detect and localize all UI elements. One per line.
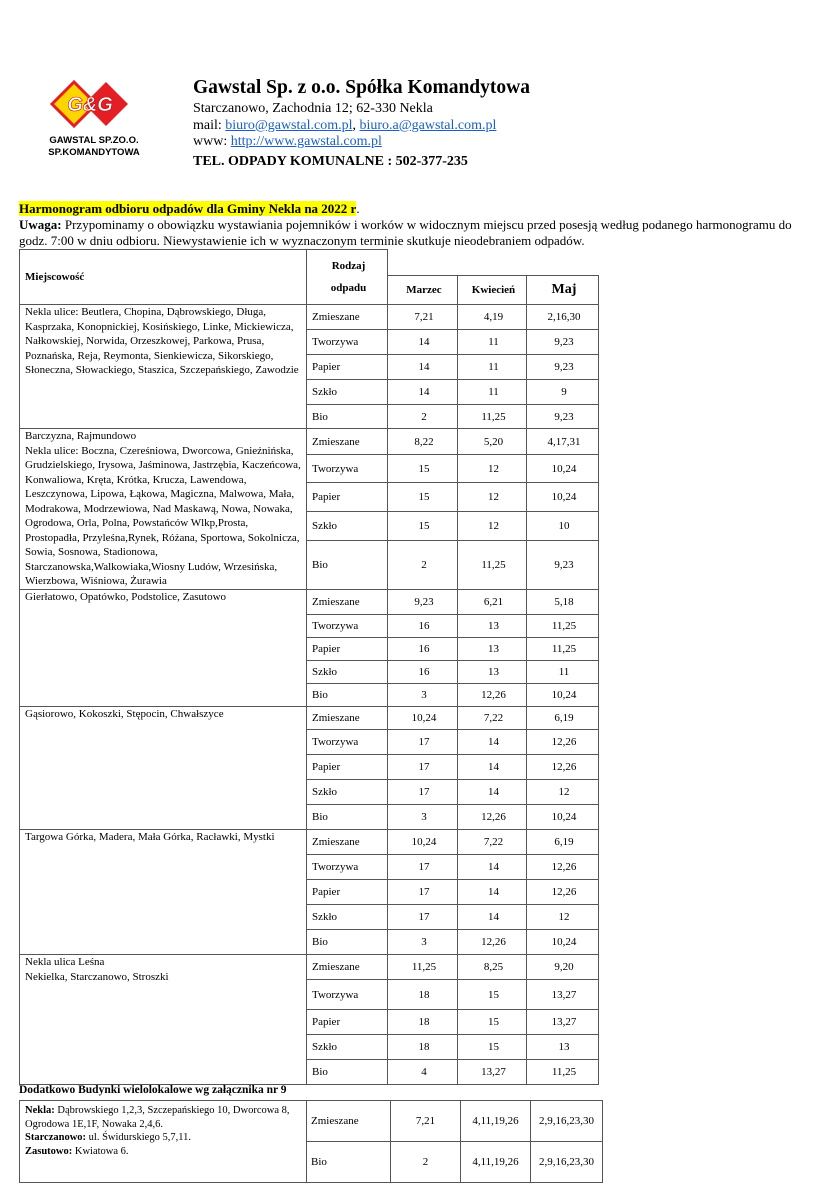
waste-type-cell: Tworzywa xyxy=(307,730,388,755)
waste-type-cell: Bio xyxy=(307,684,388,707)
pickup-days-april: 14 xyxy=(458,855,527,880)
schedule-row xyxy=(20,955,599,980)
extra-value-march: 2 xyxy=(391,1142,461,1183)
waste-type-cell: Szkło xyxy=(307,512,388,541)
pickup-days-april: 15 xyxy=(458,980,527,1010)
extra-buildings-title: Dodatkowo Budynki wielolokalowe wg załącznika nr 9 xyxy=(19,1084,287,1096)
pickup-days-april: 11,25 xyxy=(458,405,527,429)
pickup-days-may: 10 xyxy=(527,512,599,541)
group-locations: Nekla ulica Leśna Nekielka, Starczanowo, Stroszki xyxy=(20,955,307,1085)
pickup-days-march: 16 xyxy=(388,638,458,661)
pickup-days-april: 13 xyxy=(458,661,527,684)
waste-type-cell: Tworzywa xyxy=(307,855,388,880)
pickup-days-may: 11,25 xyxy=(527,1060,599,1085)
pickup-days-april: 13,27 xyxy=(458,1060,527,1085)
schedule-row xyxy=(20,830,599,855)
pickup-days-march: 2 xyxy=(388,541,458,590)
email-link-1[interactable]: biuro@gawstal.com.pl xyxy=(225,117,353,133)
mail-label: mail: xyxy=(193,117,222,133)
group-locations: Gąsiorowo, Kokoszki, Stępocin, Chwałszyce xyxy=(20,707,307,830)
header-month-april: Kwiecień xyxy=(458,276,527,305)
pickup-days-april: 11 xyxy=(458,380,527,405)
pickup-days-may: 12,26 xyxy=(527,755,599,780)
website-link[interactable]: http://www.gawstal.com.pl xyxy=(230,134,382,149)
schedule-title: Harmonogram odbioru odpadów dla Gminy Nekla na 2022 r xyxy=(19,201,357,216)
company-phone: TEL. ODPADY KOMUNALNE : 502-377-235 xyxy=(193,153,468,169)
pickup-days-may: 9 xyxy=(527,380,599,405)
pickup-days-may: 9,23 xyxy=(527,355,599,380)
pickup-days-april: 14 xyxy=(458,780,527,805)
pickup-days-march: 18 xyxy=(388,1035,458,1060)
pickup-days-may: 10,24 xyxy=(527,930,599,955)
pickup-days-march: 17 xyxy=(388,755,458,780)
company-mail-line xyxy=(193,118,793,135)
extra-value-april: 4,11,19,26 xyxy=(461,1142,531,1183)
pickup-days-march: 2 xyxy=(388,405,458,429)
waste-type-cell: Papier xyxy=(307,638,388,661)
waste-type-cell: Tworzywa xyxy=(307,455,388,483)
pickup-days-march: 14 xyxy=(388,355,458,380)
group-locations: Gierłatowo, Opatówko, Podstolice, Zasutowo xyxy=(20,590,307,707)
schedule-table xyxy=(19,249,599,1085)
waste-type-cell: Tworzywa xyxy=(307,330,388,355)
pickup-days-march: 17 xyxy=(388,905,458,930)
pickup-days-march: 18 xyxy=(388,1010,458,1035)
waste-type-cell: Tworzywa xyxy=(307,980,388,1010)
pickup-days-may: 9,23 xyxy=(527,541,599,590)
header-month-may: Maj xyxy=(527,276,599,305)
pickup-days-may: 11 xyxy=(527,661,599,684)
header-waste-type xyxy=(307,250,388,305)
schedule-row xyxy=(20,707,599,730)
pickup-days-march: 3 xyxy=(388,805,458,830)
extra-zasutowo xyxy=(25,1145,302,1159)
pickup-days-april: 14 xyxy=(458,880,527,905)
company-logo xyxy=(30,78,158,164)
extra-starczanowo-label: Starczanowo: xyxy=(25,1132,87,1143)
pickup-days-march: 10,24 xyxy=(388,830,458,855)
pickup-days-april: 4,19 xyxy=(458,305,527,330)
pickup-days-may: 13 xyxy=(527,1035,599,1060)
pickup-days-march: 4 xyxy=(388,1060,458,1085)
pickup-days-may: 11,25 xyxy=(527,615,599,638)
pickup-days-april: 13 xyxy=(458,615,527,638)
extra-type-cell: Zmieszane xyxy=(307,1101,391,1142)
pickup-days-april: 8,25 xyxy=(458,955,527,980)
email-link-2[interactable]: biuro.a@gawstal.com.pl xyxy=(359,117,497,133)
pickup-days-april: 11,25 xyxy=(458,541,527,590)
pickup-days-may: 12 xyxy=(527,780,599,805)
logo-emblem-icon xyxy=(46,78,134,134)
pickup-days-march: 17 xyxy=(388,880,458,905)
pickup-days-may: 10,24 xyxy=(527,483,599,512)
pickup-days-april: 14 xyxy=(458,905,527,930)
pickup-days-april: 12 xyxy=(458,483,527,512)
schedule-title-end: . xyxy=(356,201,360,216)
pickup-days-march: 15 xyxy=(388,512,458,541)
pickup-days-march: 14 xyxy=(388,380,458,405)
pickup-days-may: 2,16,30 xyxy=(527,305,599,330)
header-waste-type-line2: odpadu xyxy=(330,282,367,294)
waste-type-cell: Bio xyxy=(307,541,388,590)
email-separator: , xyxy=(352,117,356,133)
company-address: Starczanowo, Zachodnia 12; 62-330 Nekla xyxy=(193,101,433,116)
waste-type-cell: Szkło xyxy=(307,905,388,930)
pickup-days-may: 9,20 xyxy=(527,955,599,980)
group-locations: Nekla ulice: Beutlera, Chopina, Dąbrowskiego, Długa, Kasprzaka, Konopnickiej, Kosińskiego, Linke, Mickiewicza, Nałkowskiej, Norwida, Orzeszkowej, Parkowa, Prusa, Poznańska, Reja, Reymonta, Sienkiewicza, Sikorskiego, Słoneczna, Słowackiego, Staszica, Szczepańskiego, Zawodzie xyxy=(20,305,307,429)
extra-zasutowo-text: Kwiatowa 6. xyxy=(74,1145,129,1157)
waste-type-cell: Zmieszane xyxy=(307,955,388,980)
logo-letters: G&G xyxy=(67,94,113,116)
pickup-days-april: 15 xyxy=(458,1010,527,1035)
company-name: Gawstal Sp. z o.o. Spółka Komandytowa xyxy=(193,77,530,98)
extra-value-may: 2,9,16,23,30 xyxy=(531,1101,603,1142)
logo-caption-line1: GAWSTAL SP.ZO.O. xyxy=(49,135,139,146)
pickup-days-april: 13 xyxy=(458,638,527,661)
pickup-days-may: 9,23 xyxy=(527,330,599,355)
waste-type-cell: Papier xyxy=(307,1010,388,1035)
pickup-days-may: 9,23 xyxy=(527,405,599,429)
waste-type-cell: Bio xyxy=(307,405,388,429)
pickup-days-april: 5,20 xyxy=(458,429,527,455)
waste-type-cell: Papier xyxy=(307,355,388,380)
waste-type-cell: Papier xyxy=(307,483,388,512)
extra-buildings-locations xyxy=(20,1101,307,1183)
waste-type-cell: Papier xyxy=(307,755,388,780)
waste-type-cell: Bio xyxy=(307,930,388,955)
extra-value-april: 4,11,19,26 xyxy=(461,1101,531,1142)
pickup-days-may: 6,19 xyxy=(527,707,599,730)
waste-type-cell: Zmieszane xyxy=(307,305,388,330)
notice xyxy=(19,217,819,249)
waste-type-cell: Zmieszane xyxy=(307,429,388,455)
company-www-line xyxy=(193,134,793,151)
pickup-days-may: 10,24 xyxy=(527,805,599,830)
group-locations: Barczyzna, Rajmundowo Nekla ulice: Boczna, Czereśniowa, Dworcowa, Gnieźnińska, Grudzielskiego, Irysowa, Jaśminowa, Jastrzębia, Kaczeńcowa, Konwaliowa, Kręta, Krótka, Krucza, Lawendowa, Leszczynowa, Lipowa, Łąkowa, Magiczna, Malwowa, Mała, Modrakowa, Modrzewiowa, Nad Maskawą, Nowa, Nowaka, Ogrodowa, Orla, Polna, Powstańców Wlkp,Prosta, Prostopadła, Przyleśna,Rynek, Różana, Sportowa, Sokolnicza, Sowia, Sosnowa, Stadionowa, Starczanowska,Walkowiaka,Wiosny Ludów, Wrzesińska, Wierzbowa, Wiśniowa, Żurawia xyxy=(20,429,307,590)
extra-value-may: 2,9,16,23,30 xyxy=(531,1142,603,1183)
pickup-days-march: 8,22 xyxy=(388,429,458,455)
waste-type-cell: Szkło xyxy=(307,1035,388,1060)
pickup-days-april: 12 xyxy=(458,512,527,541)
schedule-row xyxy=(20,590,599,615)
pickup-days-may: 12,26 xyxy=(527,730,599,755)
waste-type-cell: Bio xyxy=(307,805,388,830)
pickup-days-april: 12,26 xyxy=(458,684,527,707)
pickup-days-march: 10,24 xyxy=(388,707,458,730)
schedule-row xyxy=(20,305,599,330)
pickup-days-march: 3 xyxy=(388,930,458,955)
waste-type-cell: Bio xyxy=(307,1060,388,1085)
pickup-days-march: 16 xyxy=(388,661,458,684)
pickup-days-april: 6,21 xyxy=(458,590,527,615)
pickup-days-may: 5,18 xyxy=(527,590,599,615)
header-spacer xyxy=(388,250,599,276)
pickup-days-march: 9,23 xyxy=(388,590,458,615)
pickup-days-april: 15 xyxy=(458,1035,527,1060)
schedule-row xyxy=(20,429,599,455)
extra-nekla-label: Nekla: xyxy=(25,1105,55,1116)
www-label: www: xyxy=(193,134,228,149)
pickup-days-may: 11,25 xyxy=(527,638,599,661)
waste-type-cell: Zmieszane xyxy=(307,707,388,730)
pickup-days-march: 15 xyxy=(388,455,458,483)
pickup-days-march: 18 xyxy=(388,980,458,1010)
extra-nekla-text: Dąbrowskiego 1,2,3, Szczepańskiego 10, Dworcowa 8, Ogrodowa 1E,1F, Nowaka 2,4,6. xyxy=(25,1105,290,1130)
pickup-days-april: 14 xyxy=(458,755,527,780)
waste-type-cell: Tworzywa xyxy=(307,615,388,638)
extra-starczanowo xyxy=(25,1131,302,1145)
company-info xyxy=(193,76,793,171)
group-locations: Targowa Górka, Madera, Mała Górka, Racławki, Mystki xyxy=(20,830,307,955)
pickup-days-april: 14 xyxy=(458,730,527,755)
pickup-days-may: 13,27 xyxy=(527,980,599,1010)
pickup-days-april: 11 xyxy=(458,355,527,380)
pickup-days-march: 17 xyxy=(388,855,458,880)
pickup-days-march: 14 xyxy=(388,330,458,355)
pickup-days-may: 13,27 xyxy=(527,1010,599,1035)
pickup-days-may: 6,19 xyxy=(527,830,599,855)
extra-nekla xyxy=(25,1104,302,1131)
pickup-days-march: 16 xyxy=(388,615,458,638)
extra-type-cell: Bio xyxy=(307,1142,391,1183)
pickup-days-april: 12,26 xyxy=(458,930,527,955)
pickup-days-march: 3 xyxy=(388,684,458,707)
pickup-days-april: 7,22 xyxy=(458,830,527,855)
pickup-days-march: 17 xyxy=(388,730,458,755)
notice-label: Uwaga: xyxy=(19,217,62,232)
intro-section xyxy=(19,201,819,249)
pickup-days-march: 15 xyxy=(388,483,458,512)
pickup-days-may: 10,24 xyxy=(527,455,599,483)
pickup-days-may: 10,24 xyxy=(527,684,599,707)
waste-type-cell: Zmieszane xyxy=(307,590,388,615)
extra-zasutowo-label: Zasutowo: xyxy=(25,1145,73,1157)
pickup-days-april: 12,26 xyxy=(458,805,527,830)
pickup-days-may: 12 xyxy=(527,905,599,930)
logo-caption-line2: SP.KOMANDYTOWA xyxy=(48,147,140,158)
extra-value-march: 7,21 xyxy=(391,1101,461,1142)
pickup-days-april: 11 xyxy=(458,330,527,355)
extra-buildings-table xyxy=(19,1100,603,1183)
waste-type-cell: Szkło xyxy=(307,780,388,805)
waste-type-cell: Szkło xyxy=(307,380,388,405)
waste-type-cell: Zmieszane xyxy=(307,830,388,855)
pickup-days-may: 12,26 xyxy=(527,880,599,905)
header-month-march: Marzec xyxy=(388,276,458,305)
waste-type-cell: Szkło xyxy=(307,661,388,684)
header-location: Miejscowość xyxy=(20,250,307,305)
pickup-days-march: 7,21 xyxy=(388,305,458,330)
pickup-days-march: 17 xyxy=(388,780,458,805)
pickup-days-march: 11,25 xyxy=(388,955,458,980)
pickup-days-april: 12 xyxy=(458,455,527,483)
notice-text: Przypominamy o obowiązku wystawiania pojemników i worków w widocznym miejscu przed posesją według podanego harmonogramu do godz. 7:00 w dniu odbioru. Niewystawienie ich w wyznaczonym terminie skutkuje nieodebraniem odpadów. xyxy=(19,217,792,248)
pickup-days-may: 4,17,31 xyxy=(527,429,599,455)
extra-starczanowo-text: ul. Świdurskiego 5,7,11. xyxy=(88,1132,191,1143)
pickup-days-may: 12,26 xyxy=(527,855,599,880)
header-waste-type-line1: Rodzaj xyxy=(331,260,366,272)
waste-type-cell: Papier xyxy=(307,880,388,905)
pickup-days-april: 7,22 xyxy=(458,707,527,730)
